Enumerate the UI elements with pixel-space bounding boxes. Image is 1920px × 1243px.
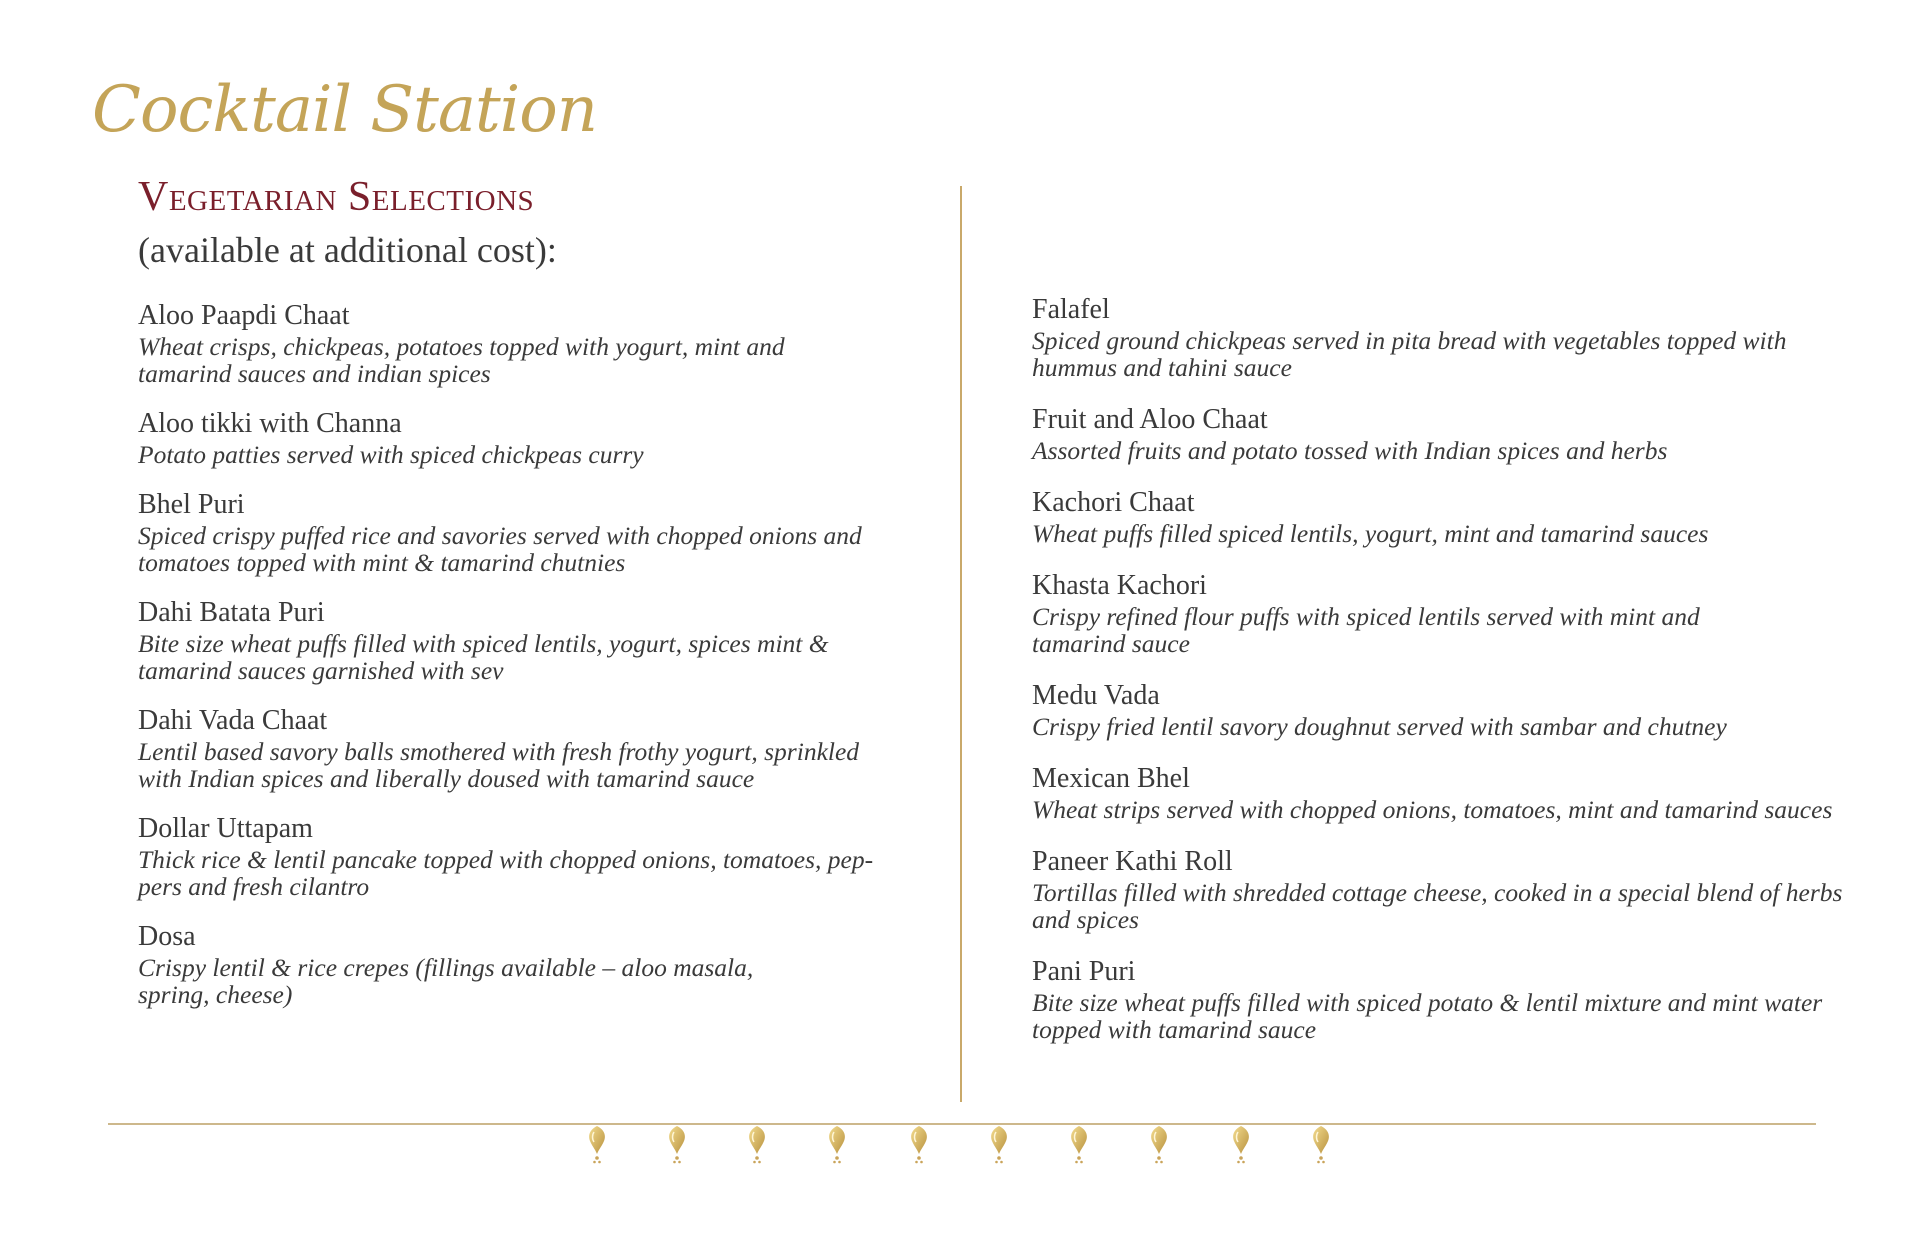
menu-item-description: [1032, 796, 1892, 823]
menu-item-name: Bhel Puri: [138, 489, 245, 520]
description-line: tomatoes topped with mint & tamarind chutnies: [138, 548, 626, 577]
left-menu-column: [138, 302, 898, 1031]
page-title: Cocktail Station: [92, 73, 597, 147]
menu-item: [1032, 958, 1892, 1043]
menu-item-description: [1032, 989, 1892, 1043]
menu-item-description: [1032, 327, 1892, 381]
menu-item-description: [138, 522, 898, 576]
description-line: Assorted fruits and potato tossed with Indian spices and herbs: [1032, 436, 1668, 465]
description-line: tamarind sauce: [1032, 629, 1190, 658]
menu-item-name: Aloo Paapdi Chaat: [138, 300, 350, 331]
description-line: Crispy lentil & rice crepes (fillings available – aloo masala,: [138, 953, 754, 982]
menu-item: [138, 410, 898, 468]
description-line: with Indian spices and liberally doused with tamarind sauce: [138, 764, 755, 793]
menu-item: [1032, 296, 1892, 381]
description-line: spring, cheese): [138, 980, 293, 1009]
gold-drop-ornament-icon: [1147, 1124, 1171, 1166]
description-line: and spices: [1032, 905, 1139, 934]
description-line: pers and fresh cilantro: [138, 872, 370, 901]
menu-item-name: Aloo tikki with Channa: [138, 408, 402, 439]
gold-drop-ornament-icon: [585, 1124, 609, 1166]
menu-item-name: Pani Puri: [1032, 956, 1136, 987]
menu-item-name: Kachori Chaat: [1032, 487, 1195, 518]
gold-drop-ornament-icon: [745, 1124, 769, 1166]
gold-drop-ornament-icon: [907, 1124, 931, 1166]
menu-item-description: [1032, 437, 1892, 464]
menu-item-name: Fruit and Aloo Chaat: [1032, 404, 1268, 435]
menu-item-description: [1032, 603, 1892, 657]
gold-drop-ornament-icon: [1067, 1124, 1091, 1166]
description-line: Wheat crisps, chickpeas, potatoes topped with yogurt, mint and: [138, 332, 785, 361]
menu-item-name: Dahi Batata Puri: [138, 597, 325, 628]
gold-drop-ornament-icon: [1229, 1124, 1253, 1166]
description-line: hummus and tahini sauce: [1032, 353, 1292, 382]
description-line: topped with tamarind sauce: [1032, 1015, 1317, 1044]
menu-item: [1032, 489, 1892, 547]
menu-item-name: Falafel: [1032, 294, 1110, 325]
menu-item-name: Paneer Kathi Roll: [1032, 846, 1233, 877]
menu-item-description: [138, 954, 898, 1008]
section-subheading: (available at additional cost):: [138, 230, 557, 270]
menu-item: [138, 815, 898, 900]
menu-item-description: [1032, 879, 1892, 933]
menu-item-description: [1032, 520, 1892, 547]
description-line: tamarind sauces garnished with sev: [138, 656, 504, 685]
menu-item: [138, 923, 898, 1008]
menu-item: [138, 491, 898, 576]
menu-item-name: Dahi Vada Chaat: [138, 705, 328, 736]
gold-drop-ornament-icon: [825, 1124, 849, 1166]
right-menu-column: [1032, 296, 1892, 1068]
column-divider: [960, 186, 962, 1102]
menu-item-description: [138, 441, 898, 468]
menu-item-description: [138, 333, 898, 387]
gold-drop-ornament-icon: [987, 1124, 1011, 1166]
description-line: Thick rice & lentil pancake topped with chopped onions, tomatoes, pep-: [138, 845, 874, 874]
description-line: Potato patties served with spiced chickpeas curry: [138, 440, 644, 469]
description-line: Bite size wheat puffs filled with spiced potato & lentil mixture and mint water: [1032, 988, 1823, 1017]
description-line: Crispy fried lentil savory doughnut served with sambar and chutney: [1032, 712, 1727, 741]
description-line: tamarind sauces and indian spices: [138, 359, 491, 388]
description-line: Bite size wheat puffs filled with spiced lentils, yogurt, spices mint &: [138, 629, 829, 658]
section-heading: Vegetarian Selections: [138, 174, 535, 220]
menu-item: [138, 302, 898, 387]
description-line: Wheat strips served with chopped onions, tomatoes, mint and tamarind sauces: [1032, 795, 1833, 824]
description-line: Spiced crispy puffed rice and savories served with chopped onions and: [138, 521, 862, 550]
description-line: Spiced ground chickpeas served in pita bread with vegetables topped with: [1032, 326, 1787, 355]
menu-item-description: [138, 630, 898, 684]
description-line: Lentil based savory balls smothered with fresh frothy yogurt, sprinkled: [138, 737, 860, 766]
menu-item-name: Mexican Bhel: [1032, 763, 1190, 794]
description-line: Tortillas filled with shredded cottage cheese, cooked in a special blend of herbs: [1032, 878, 1843, 907]
gold-drop-ornament-icon: [1309, 1124, 1333, 1166]
footer-ornaments: [585, 1124, 1345, 1169]
menu-item-name: Dosa: [138, 921, 196, 952]
menu-item: [138, 599, 898, 684]
menu-item-description: [138, 738, 898, 792]
menu-item: [138, 707, 898, 792]
menu-item-description: [1032, 713, 1892, 740]
menu-item-description: [138, 846, 898, 900]
gold-drop-ornament-icon: [665, 1124, 689, 1166]
menu-item: [1032, 406, 1892, 464]
menu-item-name: Khasta Kachori: [1032, 570, 1207, 601]
menu-item: [1032, 765, 1892, 823]
description-line: Crispy refined flour puffs with spiced lentils served with mint and: [1032, 602, 1700, 631]
description-line: Wheat puffs filled spiced lentils, yogurt, mint and tamarind sauces: [1032, 519, 1709, 548]
menu-item-name: Medu Vada: [1032, 680, 1160, 711]
menu-item-name: Dollar Uttapam: [138, 813, 313, 844]
menu-item: [1032, 572, 1892, 657]
menu-item: [1032, 848, 1892, 933]
menu-item: [1032, 682, 1892, 740]
